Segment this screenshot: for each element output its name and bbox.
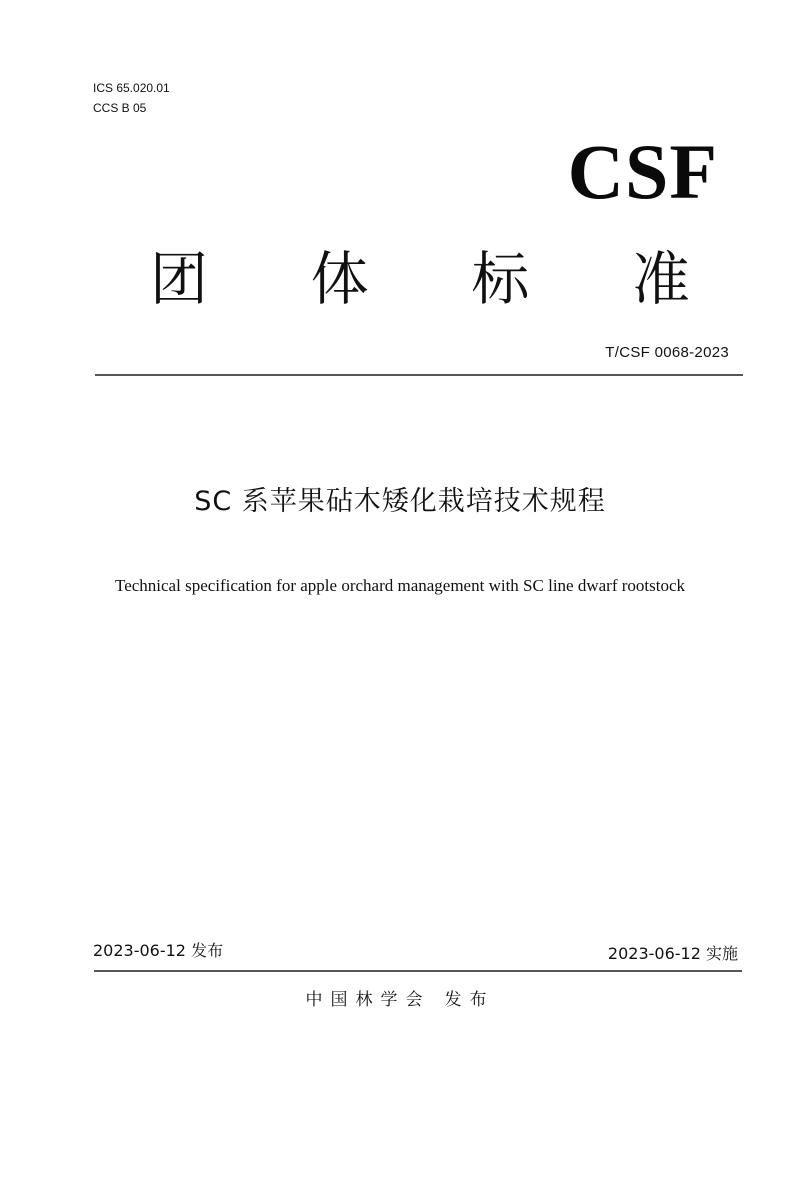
issue-date: 2023-06-12 发布 — [93, 941, 224, 960]
doc-type-char: 团 — [150, 245, 209, 313]
bottom-divider — [94, 970, 742, 972]
publisher-name: 中国林学会 — [305, 990, 431, 1010]
implementation-date: 2023-06-12 实施 — [607, 944, 738, 963]
csf-logo: CSF — [567, 128, 718, 215]
title-chinese: SC 系苹果砧木矮化栽培技术规程 — [194, 486, 606, 517]
ccs-code: CCS B 05 — [93, 101, 147, 115]
classification-codes — [93, 78, 170, 118]
ics-code: ICS 65.020.01 — [93, 81, 170, 95]
standard-code: T/CSF 0068-2023 — [605, 344, 729, 361]
publish-label: 发布 — [444, 990, 495, 1010]
document-type-heading — [150, 244, 690, 314]
doc-type-char: 体 — [310, 245, 369, 313]
doc-type-char: 标 — [471, 245, 530, 313]
top-divider — [95, 374, 743, 376]
publisher-line — [0, 986, 800, 1014]
title-english: Technical specification for apple orchard management with SC line dwarf rootstock — [115, 576, 685, 595]
doc-type-char: 准 — [631, 245, 690, 313]
